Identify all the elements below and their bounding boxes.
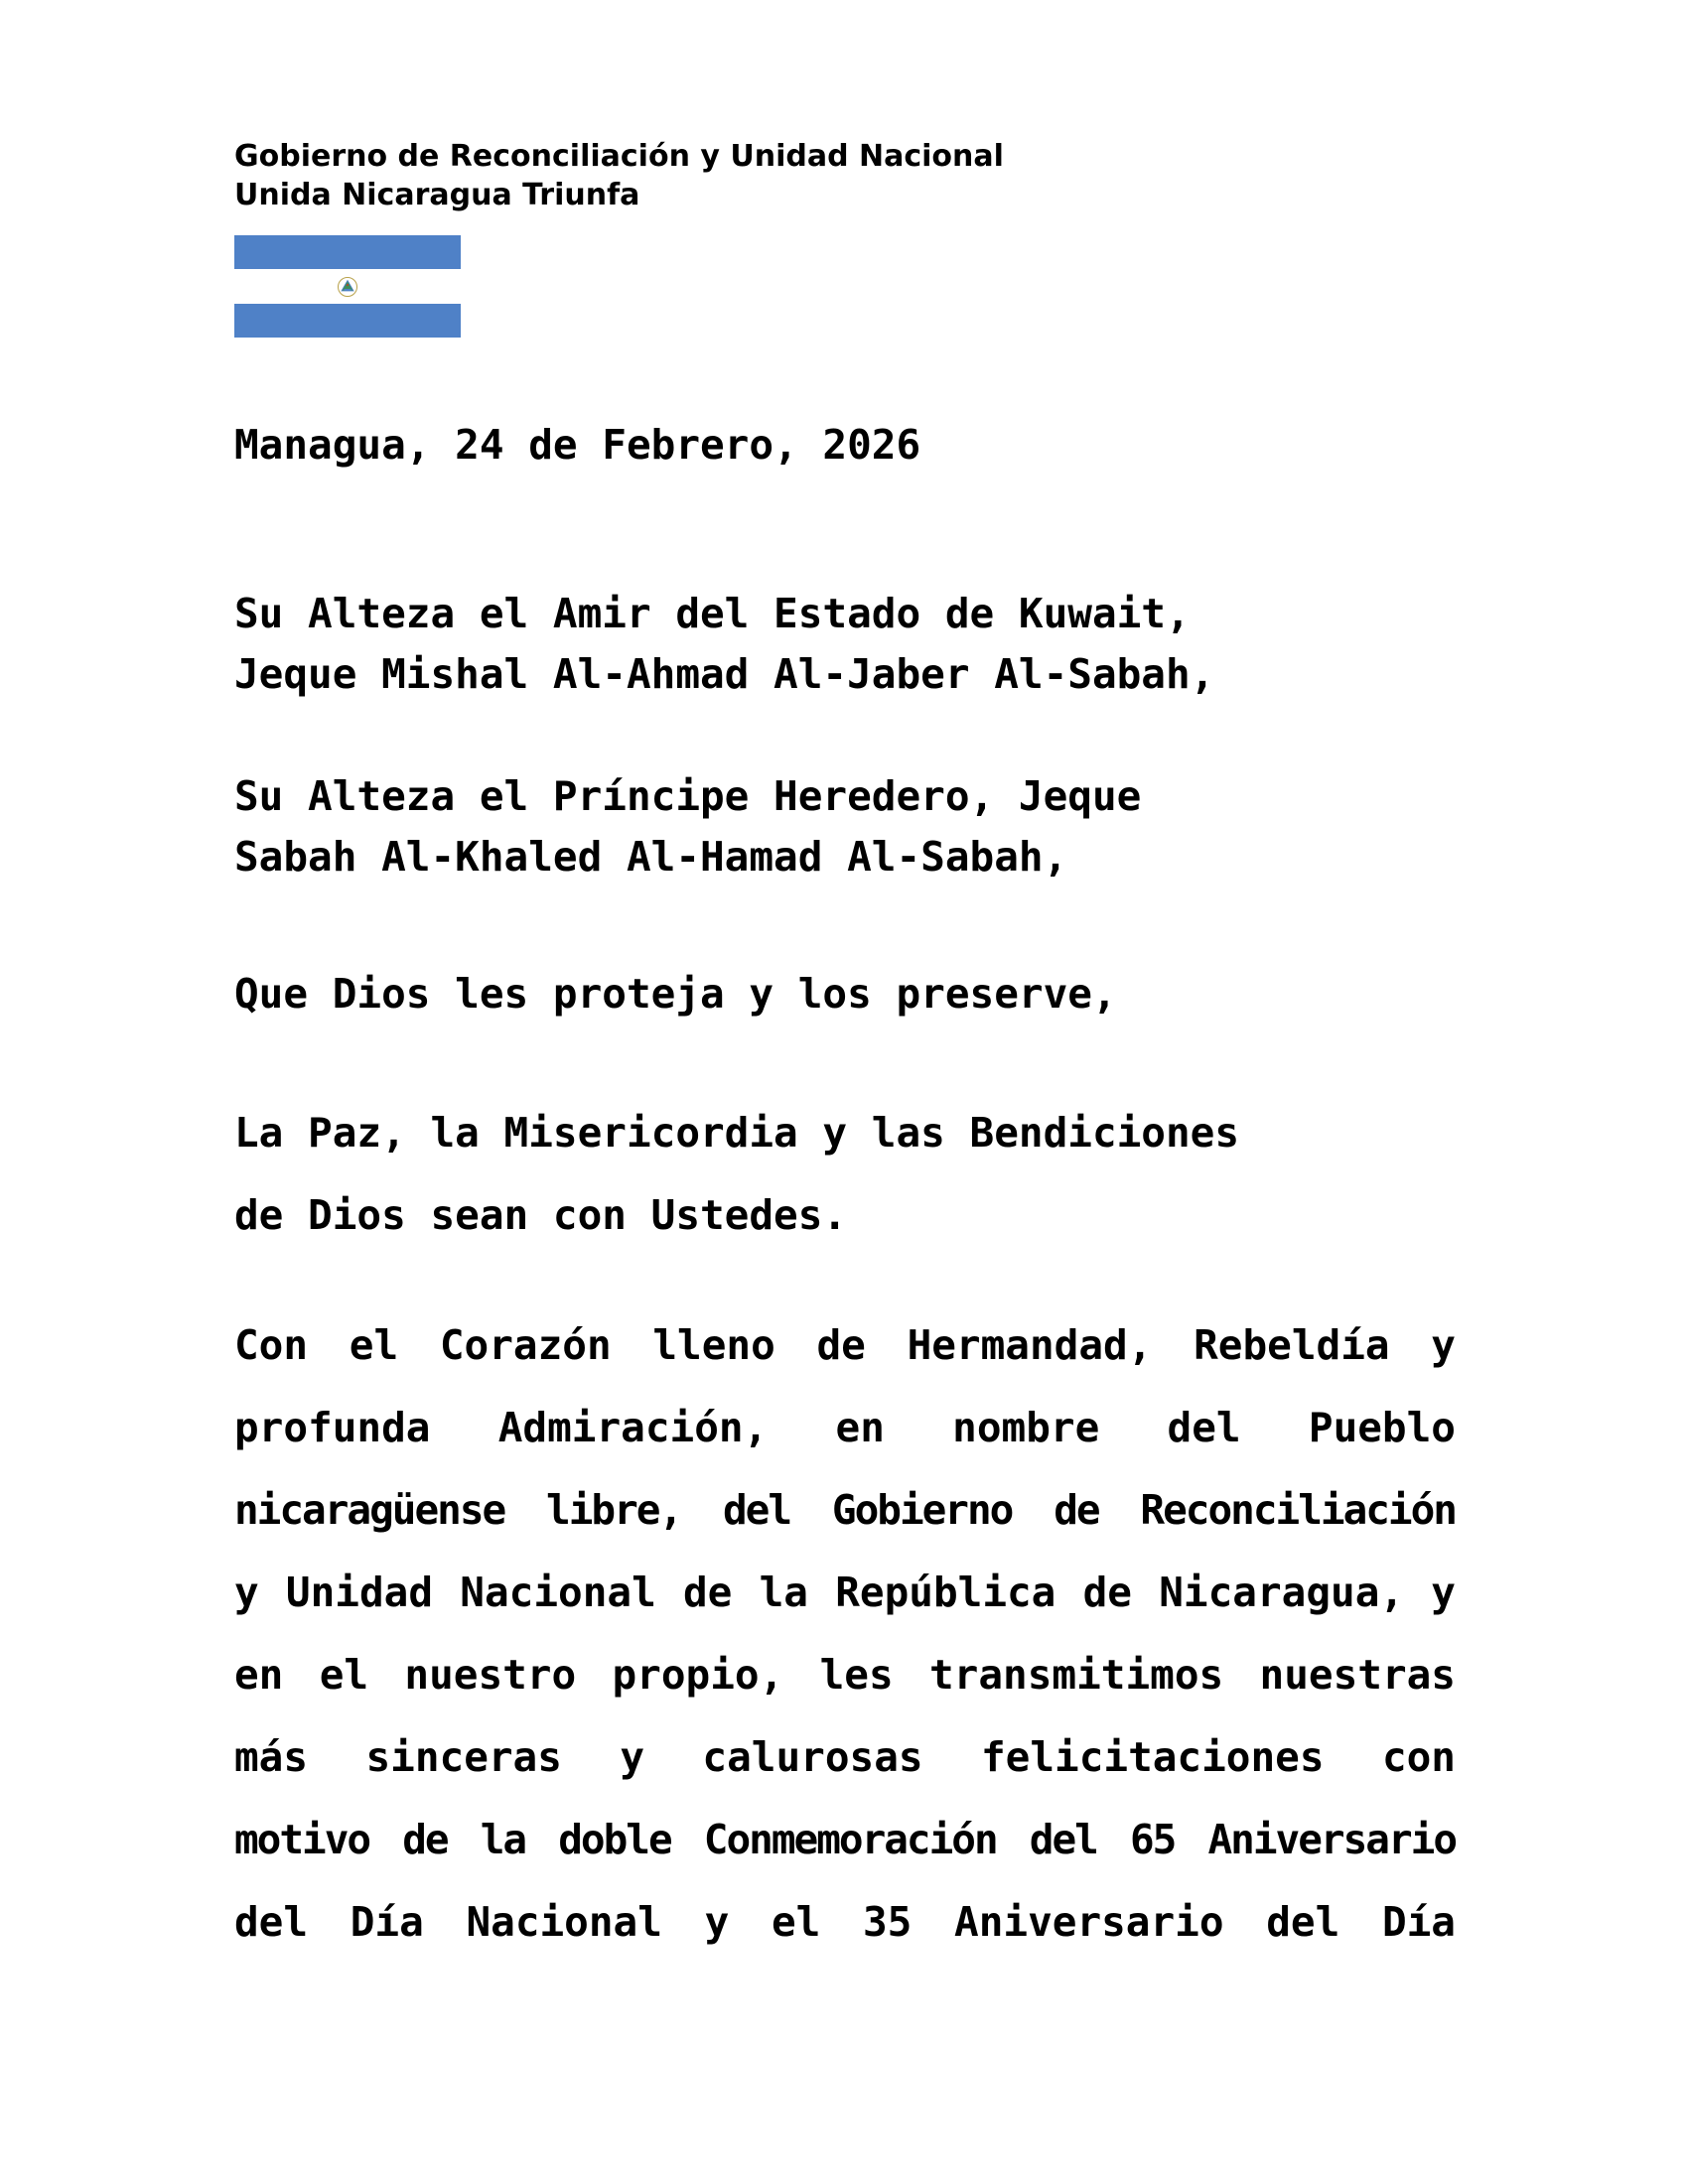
body-line: motivo de la doble Conmemoración del 65 Aniversario xyxy=(234,1816,1456,1863)
government-name: Gobierno de Reconciliación y Unidad Nacional xyxy=(234,139,1004,174)
body-paragraph xyxy=(234,1304,1456,1964)
greeting-line2: de Dios sean con Ustedes. xyxy=(234,1191,848,1239)
body-line: nicaragüense libre, del Gobierno de Reconciliación xyxy=(234,1486,1456,1534)
addressee-amir xyxy=(234,584,1214,705)
addressee-crown-prince-line2: Sabah Al-Khaled Al-Hamad Al-Sabah, xyxy=(234,833,1068,881)
flag-bottom-stripe xyxy=(234,304,461,338)
body-line: Con el Corazón lleno de Hermandad, Rebeldía y xyxy=(234,1321,1456,1369)
body-line: y Unidad Nacional de la República de Nicaragua, y xyxy=(234,1569,1456,1616)
letterhead xyxy=(234,137,1004,214)
addressee-crown-prince xyxy=(234,766,1141,887)
greeting xyxy=(234,1092,1239,1257)
body-line: más sinceras y calurosas felicitaciones con xyxy=(234,1733,1456,1781)
coat-of-arms-icon xyxy=(337,276,358,298)
flag-middle-stripe xyxy=(234,269,461,304)
letter-date: Managua, 24 de Febrero, 2026 xyxy=(234,421,921,469)
nicaragua-flag-icon xyxy=(234,235,461,338)
greeting-line1: La Paz, la Misericordia y las Bendiciones xyxy=(234,1109,1240,1157)
flag-top-stripe xyxy=(234,235,461,269)
body-line: del Día Nacional y el 35 Aniversario del Día xyxy=(234,1898,1456,1946)
addressee-amir-line1: Su Alteza el Amir del Estado de Kuwait, xyxy=(234,590,1191,637)
body-line: en el nuestro propio, les transmitimos nuestras xyxy=(234,1651,1456,1699)
addressee-amir-line2: Jeque Mishal Al-Ahmad Al-Jaber Al-Sabah, xyxy=(234,650,1215,698)
blessing-line: Que Dios les proteja y los preserve, xyxy=(234,970,1117,1018)
government-slogan: Unida Nicaragua Triunfa xyxy=(234,178,640,212)
addressee-crown-prince-line1: Su Alteza el Príncipe Heredero, Jeque xyxy=(234,772,1142,820)
body-line: profunda Admiración, en nombre del Pueblo xyxy=(234,1404,1456,1451)
